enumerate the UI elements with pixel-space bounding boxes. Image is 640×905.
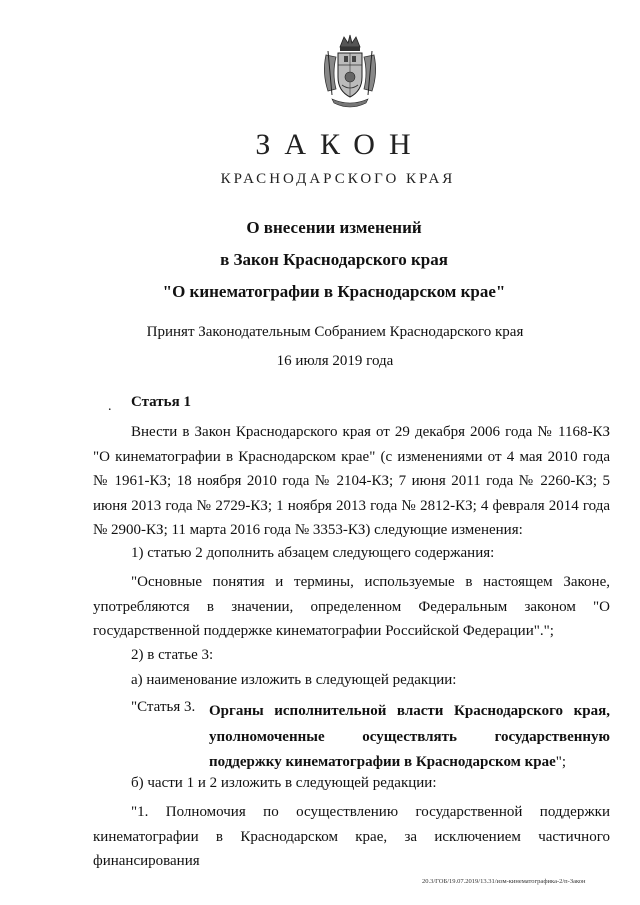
document-footer-code: 20.3/ГОБ/19.07.2019/13.31/изм-кинематографика-2/п-Закон (422, 878, 586, 885)
region-heading: КРАСНОДАРСКОГО КРАЯ (220, 171, 456, 187)
article-3-name (209, 699, 610, 776)
article-heading: Статья 1 (131, 394, 191, 410)
quote-2-paragraph: "1. Полномочия по осуществлению государственной поддержки кинематографии в Краснодарском крае, за исключением частичного финансирования (93, 804, 610, 870)
article-3-name-text: Органы исполнительной власти Краснодарского края, уполномоченные осуществлять государственную поддержку кинематографии в Краснодарском крае (209, 703, 610, 770)
item-2: 2) в статье 3: (131, 647, 214, 663)
law-heading: ЗАКОН (255, 128, 425, 161)
article-3-label: "Статья 3. (131, 699, 196, 715)
article-3-name-tail: "; (555, 754, 567, 770)
adoption-line-1: Принят Законодательным Собранием Краснодарского края (146, 324, 524, 340)
law-title-line-3: "О кинематографии в Краснодарском крае" (162, 282, 506, 301)
item-2b: б) части 1 и 2 изложить в следующей редакции: (131, 775, 437, 791)
article-intro-paragraph: Внести в Закон Краснодарского края от 29 декабря 2006 года № 1168-КЗ "О кинематографии в Краснодарском крае" (с изменениями от 4 мая 2010 года № 1961-КЗ; 18 ноября 2010 года № 2104-КЗ; 7 июня 2011 года № 2260-КЗ; 5 июня 2013 года № 2729-КЗ; 1 ноября 2013 года № 2812-КЗ; 4 февраля 2014 года № 2900-КЗ; 11 марта 2016 года № 3353-КЗ) следующие изменения: (93, 424, 610, 539)
adoption-date: 16 июля 2019 года (276, 353, 394, 369)
law-title-line-2: в Закон Краснодарского края (220, 250, 448, 269)
item-2a: а) наименование изложить в следующей редакции: (131, 672, 457, 688)
krasnodar-coat-of-arms-icon (318, 33, 382, 109)
item-1: 1) статью 2 дополнить абзацем следующего содержания: (131, 545, 495, 561)
margin-mark: . (108, 399, 112, 414)
law-title-line-1: О внесении изменений (246, 218, 422, 237)
quote-1-paragraph: "Основные понятия и термины, используемые в настоящем Законе, употребляются в значении, определенном Федеральным законом "О государственной поддержке кинематографии Российской Федерации"."; (93, 574, 610, 640)
